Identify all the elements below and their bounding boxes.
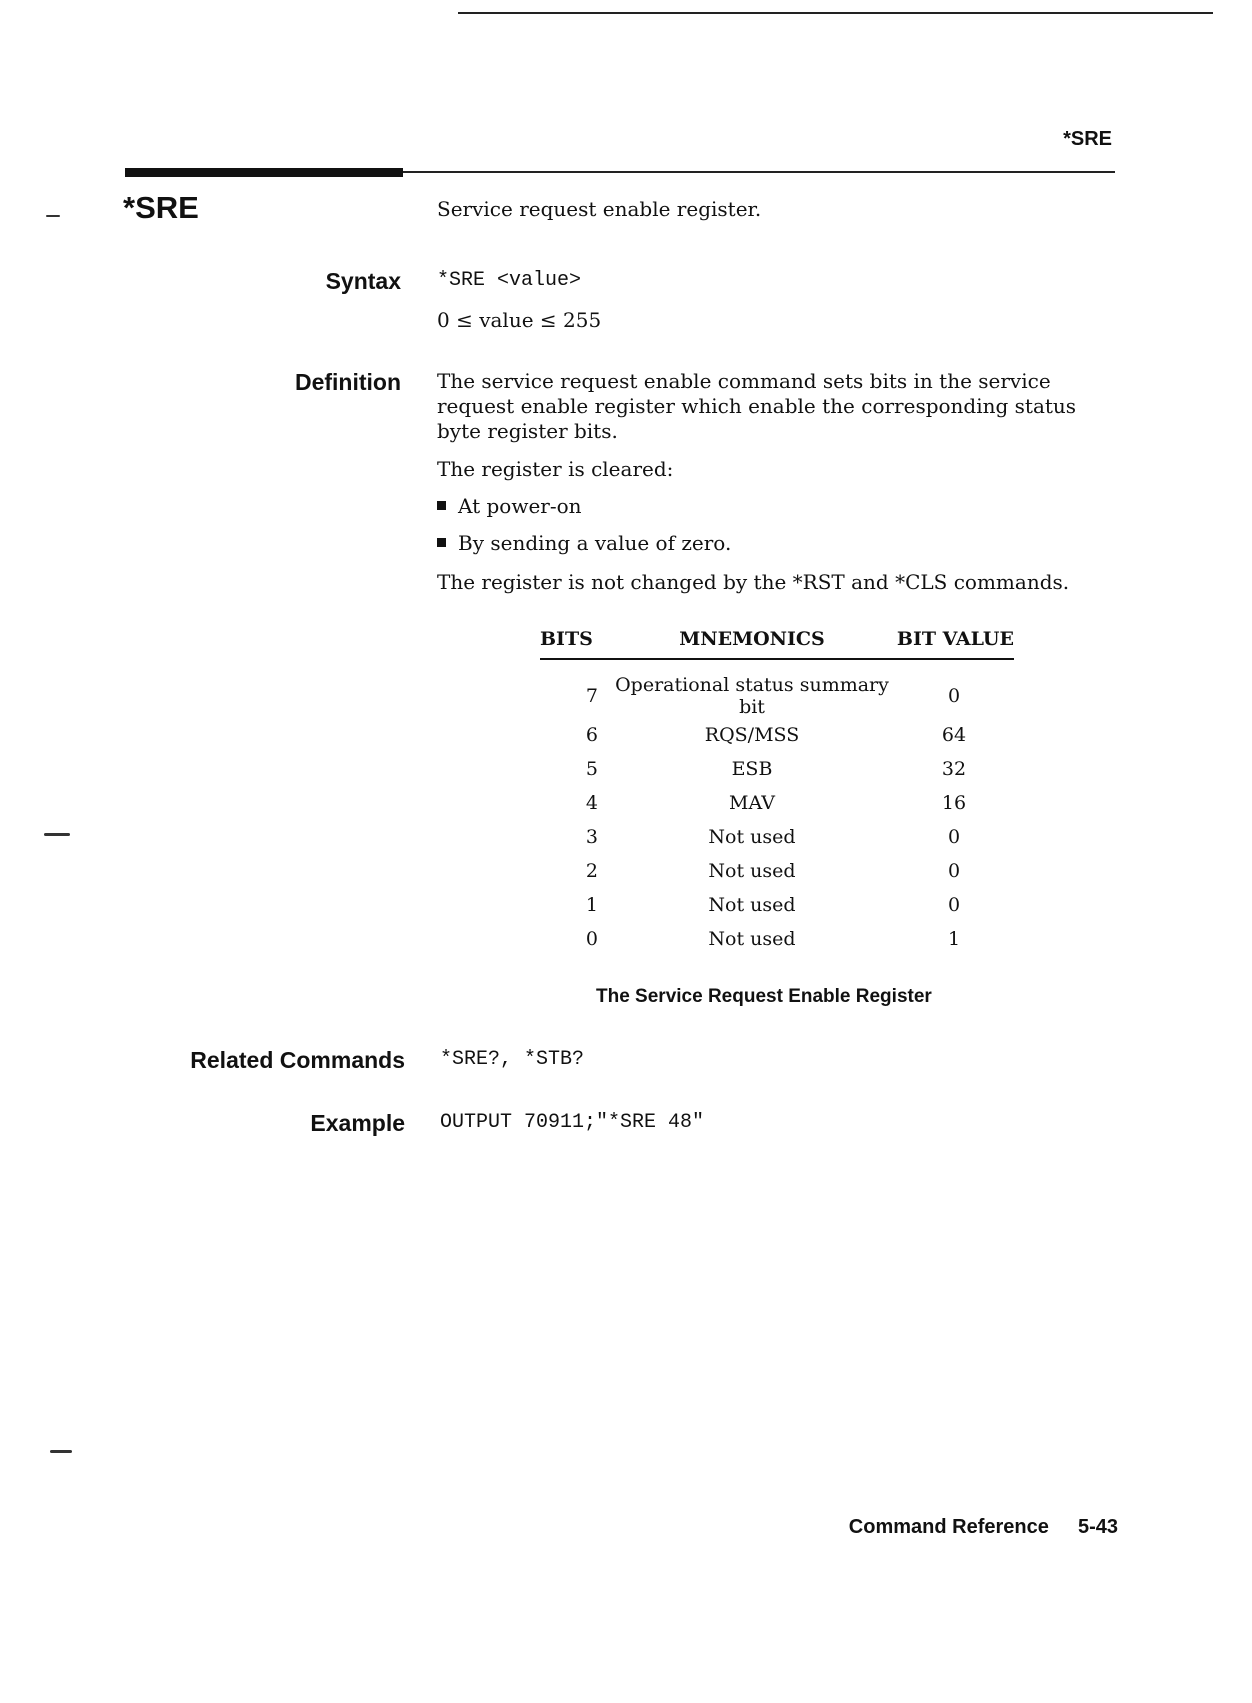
bullet-text: At power-on	[458, 494, 582, 518]
command-title: *SRE	[123, 190, 199, 225]
mnemonic-cell: RQS/MSS	[704, 724, 800, 746]
command-summary: Service request enable register.	[437, 197, 762, 221]
syntax-line: *SRE <value>	[437, 269, 582, 292]
margin-mark	[44, 833, 70, 836]
margin-mark	[46, 215, 60, 217]
value-cell: 64	[941, 724, 967, 746]
table-caption: The Service Request Enable Register	[596, 986, 932, 1007]
section-rule-thick	[125, 168, 403, 177]
mnemonic-cell: MAV	[729, 792, 775, 814]
table-row	[540, 922, 1014, 956]
bit-cell: 4	[585, 792, 598, 814]
value-cell: 0	[947, 826, 961, 848]
table-row	[540, 718, 1014, 752]
bullet-item	[437, 494, 582, 519]
table-header-row	[540, 628, 1014, 659]
related-commands-label: Related Commands	[190, 1047, 405, 1073]
bit-cell: 6	[585, 724, 598, 746]
value-cell: 1	[947, 928, 961, 950]
bit-cell: 2	[585, 860, 598, 882]
syntax-label: Syntax	[325, 268, 401, 294]
table-row	[540, 888, 1014, 922]
mnemonic-cell: Not used	[708, 894, 796, 916]
bit-cell: 0	[585, 928, 598, 950]
value-cell: 0	[947, 894, 961, 916]
mnemonic-cell: ESB	[731, 758, 773, 780]
bit-cell: 7	[585, 685, 598, 707]
value-cell: 0	[947, 685, 961, 707]
margin-mark	[50, 1450, 72, 1453]
section-rule-thin	[403, 171, 1115, 173]
table-row	[540, 786, 1014, 820]
definition-paragraph-3: The register is not changed by the *RST and *CLS commands.	[437, 570, 1070, 594]
running-head: *SRE	[1063, 128, 1112, 150]
column-header-bits: BITS	[540, 628, 610, 659]
example-label: Example	[310, 1110, 405, 1136]
bullet-text: By sending a value of zero.	[458, 531, 732, 555]
mnemonic-cell: Operational status summary bit	[615, 674, 889, 718]
bits-table	[540, 628, 1014, 956]
bullet-icon	[437, 501, 446, 510]
table-row	[540, 659, 1014, 718]
mnemonic-cell: Not used	[708, 860, 796, 882]
bullet-icon	[437, 538, 446, 547]
related-commands-value: *SRE?, *STB?	[440, 1048, 585, 1071]
mnemonic-cell: Not used	[708, 928, 796, 950]
table-row	[540, 854, 1014, 888]
column-header-bit-value: BIT VALUE	[894, 628, 1014, 659]
value-cell: 16	[941, 792, 967, 814]
table-row	[540, 752, 1014, 786]
bit-cell: 1	[585, 894, 598, 916]
mnemonic-cell: Not used	[708, 826, 796, 848]
bit-cell: 3	[585, 826, 598, 848]
bit-cell: 5	[585, 758, 598, 780]
footer-page-number: 5-43	[1077, 1516, 1118, 1538]
value-cell: 0	[947, 860, 961, 882]
top-rule	[458, 12, 1213, 14]
value-cell: 32	[941, 758, 967, 780]
bullet-item	[437, 531, 731, 556]
column-header-mnemonics: MNEMONICS	[610, 628, 894, 659]
footer-section: Command Reference	[848, 1516, 1049, 1538]
example-code: OUTPUT 70911;"*SRE 48"	[440, 1111, 705, 1134]
syntax-range: 0 ≤ value ≤ 255	[437, 308, 602, 332]
definition-paragraph-2: The register is cleared:	[437, 457, 674, 481]
page-footer	[849, 1516, 1118, 1539]
table-row	[540, 820, 1014, 854]
definition-label: Definition	[294, 369, 401, 395]
definition-paragraph-1: The service request enable command sets bits in the service request enable register which enable the corresponding status byte register bits.	[437, 369, 1077, 443]
